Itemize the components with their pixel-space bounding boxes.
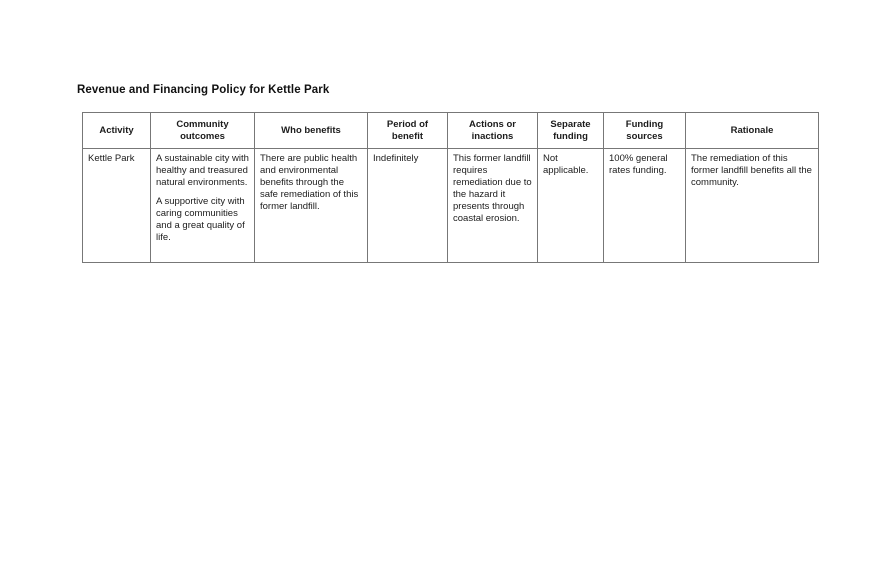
cell-funding-sources bbox=[604, 149, 686, 263]
table-header-row bbox=[83, 113, 819, 149]
actions-or-inactions-text: This former landfill requires remediation due to the hazard it presents through coastal erosion. bbox=[453, 153, 532, 224]
cell-period-of-benefit bbox=[368, 149, 448, 263]
community-outcomes-paragraph-1: A sustainable city with healthy and treasured natural environments. bbox=[156, 153, 249, 188]
cell-community-outcomes bbox=[151, 149, 255, 263]
column-header-activity: Activity bbox=[83, 113, 151, 149]
column-header-community-outcomes: Community outcomes bbox=[151, 113, 255, 149]
who-benefits-text: There are public health and environmental benefits through the safe remediation of this former landfill. bbox=[260, 153, 359, 212]
separate-funding-text: Not applicable. bbox=[543, 153, 589, 176]
column-header-who-benefits: Who benefits bbox=[255, 113, 368, 149]
revenue-financing-policy-table bbox=[82, 112, 819, 263]
column-header-actions-or-inactions: Actions or inactions bbox=[448, 113, 538, 149]
cell-separate-funding bbox=[538, 149, 604, 263]
column-header-separate-funding: Separate funding bbox=[538, 113, 604, 149]
table-row-kettle-park bbox=[83, 149, 819, 263]
rationale-text: The remediation of this former landfill benefits all the community. bbox=[691, 153, 812, 188]
column-header-rationale: Rationale bbox=[686, 113, 819, 149]
column-header-funding-sources: Funding sources bbox=[604, 113, 686, 149]
funding-sources-text: 100% general rates funding. bbox=[609, 153, 668, 176]
period-of-benefit-text: Indefinitely bbox=[373, 153, 419, 164]
activity-text: Kettle Park bbox=[88, 153, 135, 164]
community-outcomes-paragraph-2: A supportive city with caring communities and a great quality of life. bbox=[156, 196, 245, 243]
column-header-period-of-benefit: Period of benefit bbox=[368, 113, 448, 149]
cell-who-benefits bbox=[255, 149, 368, 263]
cell-rationale bbox=[686, 149, 819, 263]
cell-activity bbox=[83, 149, 151, 263]
cell-actions-or-inactions bbox=[448, 149, 538, 263]
page-title: Revenue and Financing Policy for Kettle Park bbox=[77, 84, 330, 96]
